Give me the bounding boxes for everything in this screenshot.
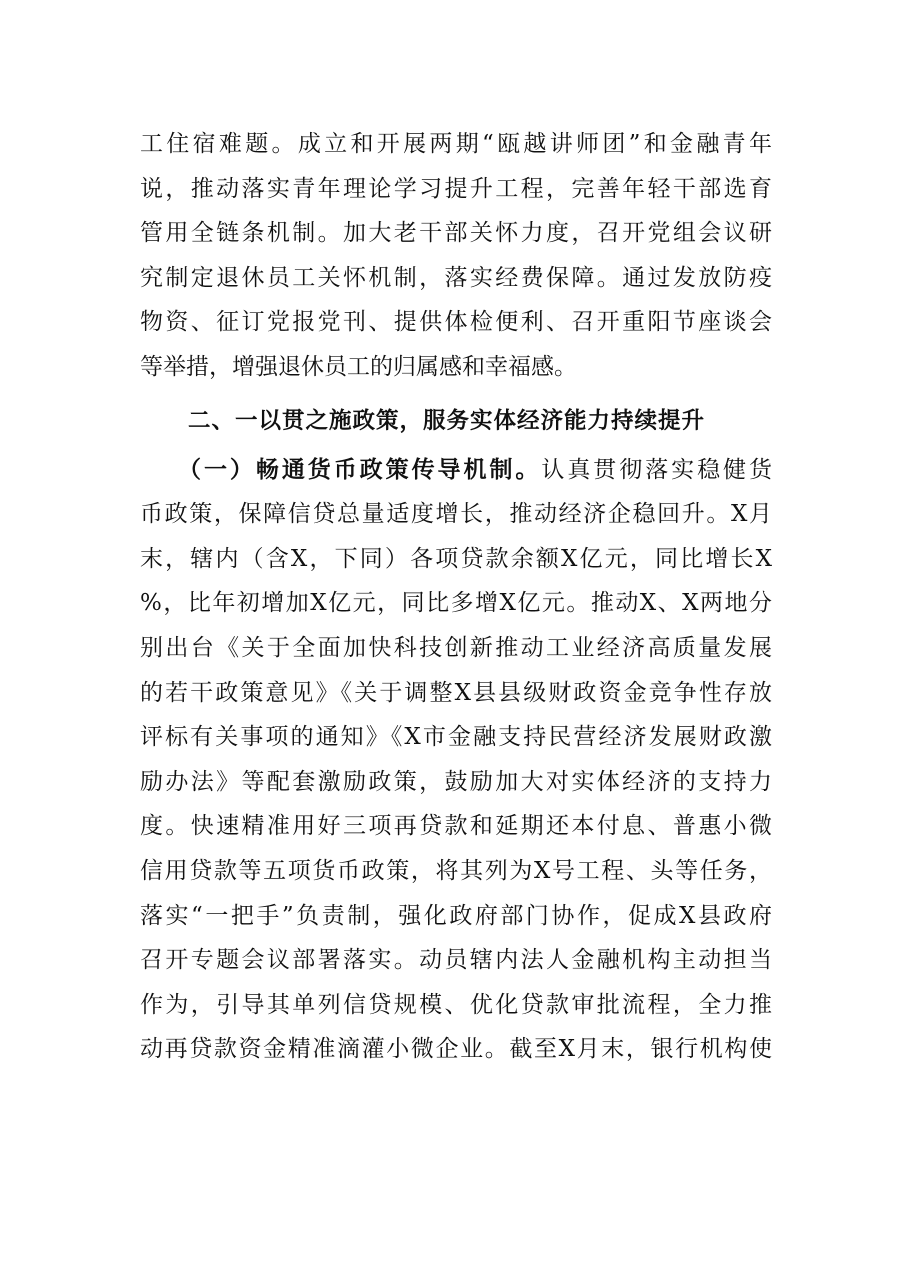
text-line: 动再贷款资金精准滴灌小微企业。截至X月末，银行机构使: [140, 1036, 772, 1063]
text-line: 召开专题会议部署落实。动员辖内法人金融机构主动担当: [140, 947, 772, 974]
text-line: 评标有关事项的通知》《X市金融支持民营经济发展财政激: [140, 724, 772, 751]
text-line: 作为，引导其单列信贷规模、优化贷款审批流程，全力推: [140, 991, 772, 1018]
text-line: 落实“一把手”负责制，强化政府部门协作，促成X县政府: [140, 902, 772, 929]
text-line: 信用贷款等五项货币政策，将其列为X号工程、头等任务，: [140, 857, 772, 884]
paragraph-monetary-policy: [140, 448, 772, 1072]
text-line: 管用全链条机制。加大老干部关怀力度，召开党组会议研: [140, 220, 772, 247]
section-heading: 二、一以贯之施政策，服务实体经济能力持续提升: [188, 407, 706, 434]
text-line: 末，辖内（含X，下同）各项贷款余额X亿元，同比增长X: [140, 545, 772, 572]
paragraph-staff-care: [140, 122, 772, 390]
document-page: [140, 122, 772, 1072]
text-line: 等举措，增强退休员工的归属感和幸福感。: [140, 353, 577, 380]
text-line: 币政策，保障信贷总量适度增长，推动经济企稳回升。X月: [140, 501, 772, 528]
text-line: 别出台《关于全面加快科技创新推动工业经济高质量发展: [140, 634, 772, 661]
text-line-lead: [140, 448, 772, 493]
text-line: 励办法》等配套激励政策，鼓励加大对实体经济的支持力: [140, 768, 772, 795]
text-line: %，比年初增加X亿元，同比多增X亿元。推动X、X两地分: [140, 590, 772, 617]
subsection-title: （一）畅通货币政策传导机制。: [178, 456, 542, 483]
text-line: 的若干政策意见》《关于调整X县县级财政资金竞争性存放: [140, 679, 772, 706]
text-line: 物资、征订党报党刊、提供体检便利、召开重阳节座谈会: [140, 309, 772, 336]
text-line: 说，推动落实青年理论学习提升工程，完善年轻干部选育: [140, 175, 772, 202]
lead-text: 认真贯彻落实稳健货: [541, 456, 773, 483]
text-line: 工住宿难题。成立和开展两期“瓯越讲师团”和金融青年: [140, 131, 772, 157]
text-line: 究制定退休员工关怀机制，落实经费保障。通过发放防疫: [140, 264, 772, 291]
text-line: 度。快速精准用好三项再贷款和延期还本付息、普惠小微: [140, 813, 772, 840]
